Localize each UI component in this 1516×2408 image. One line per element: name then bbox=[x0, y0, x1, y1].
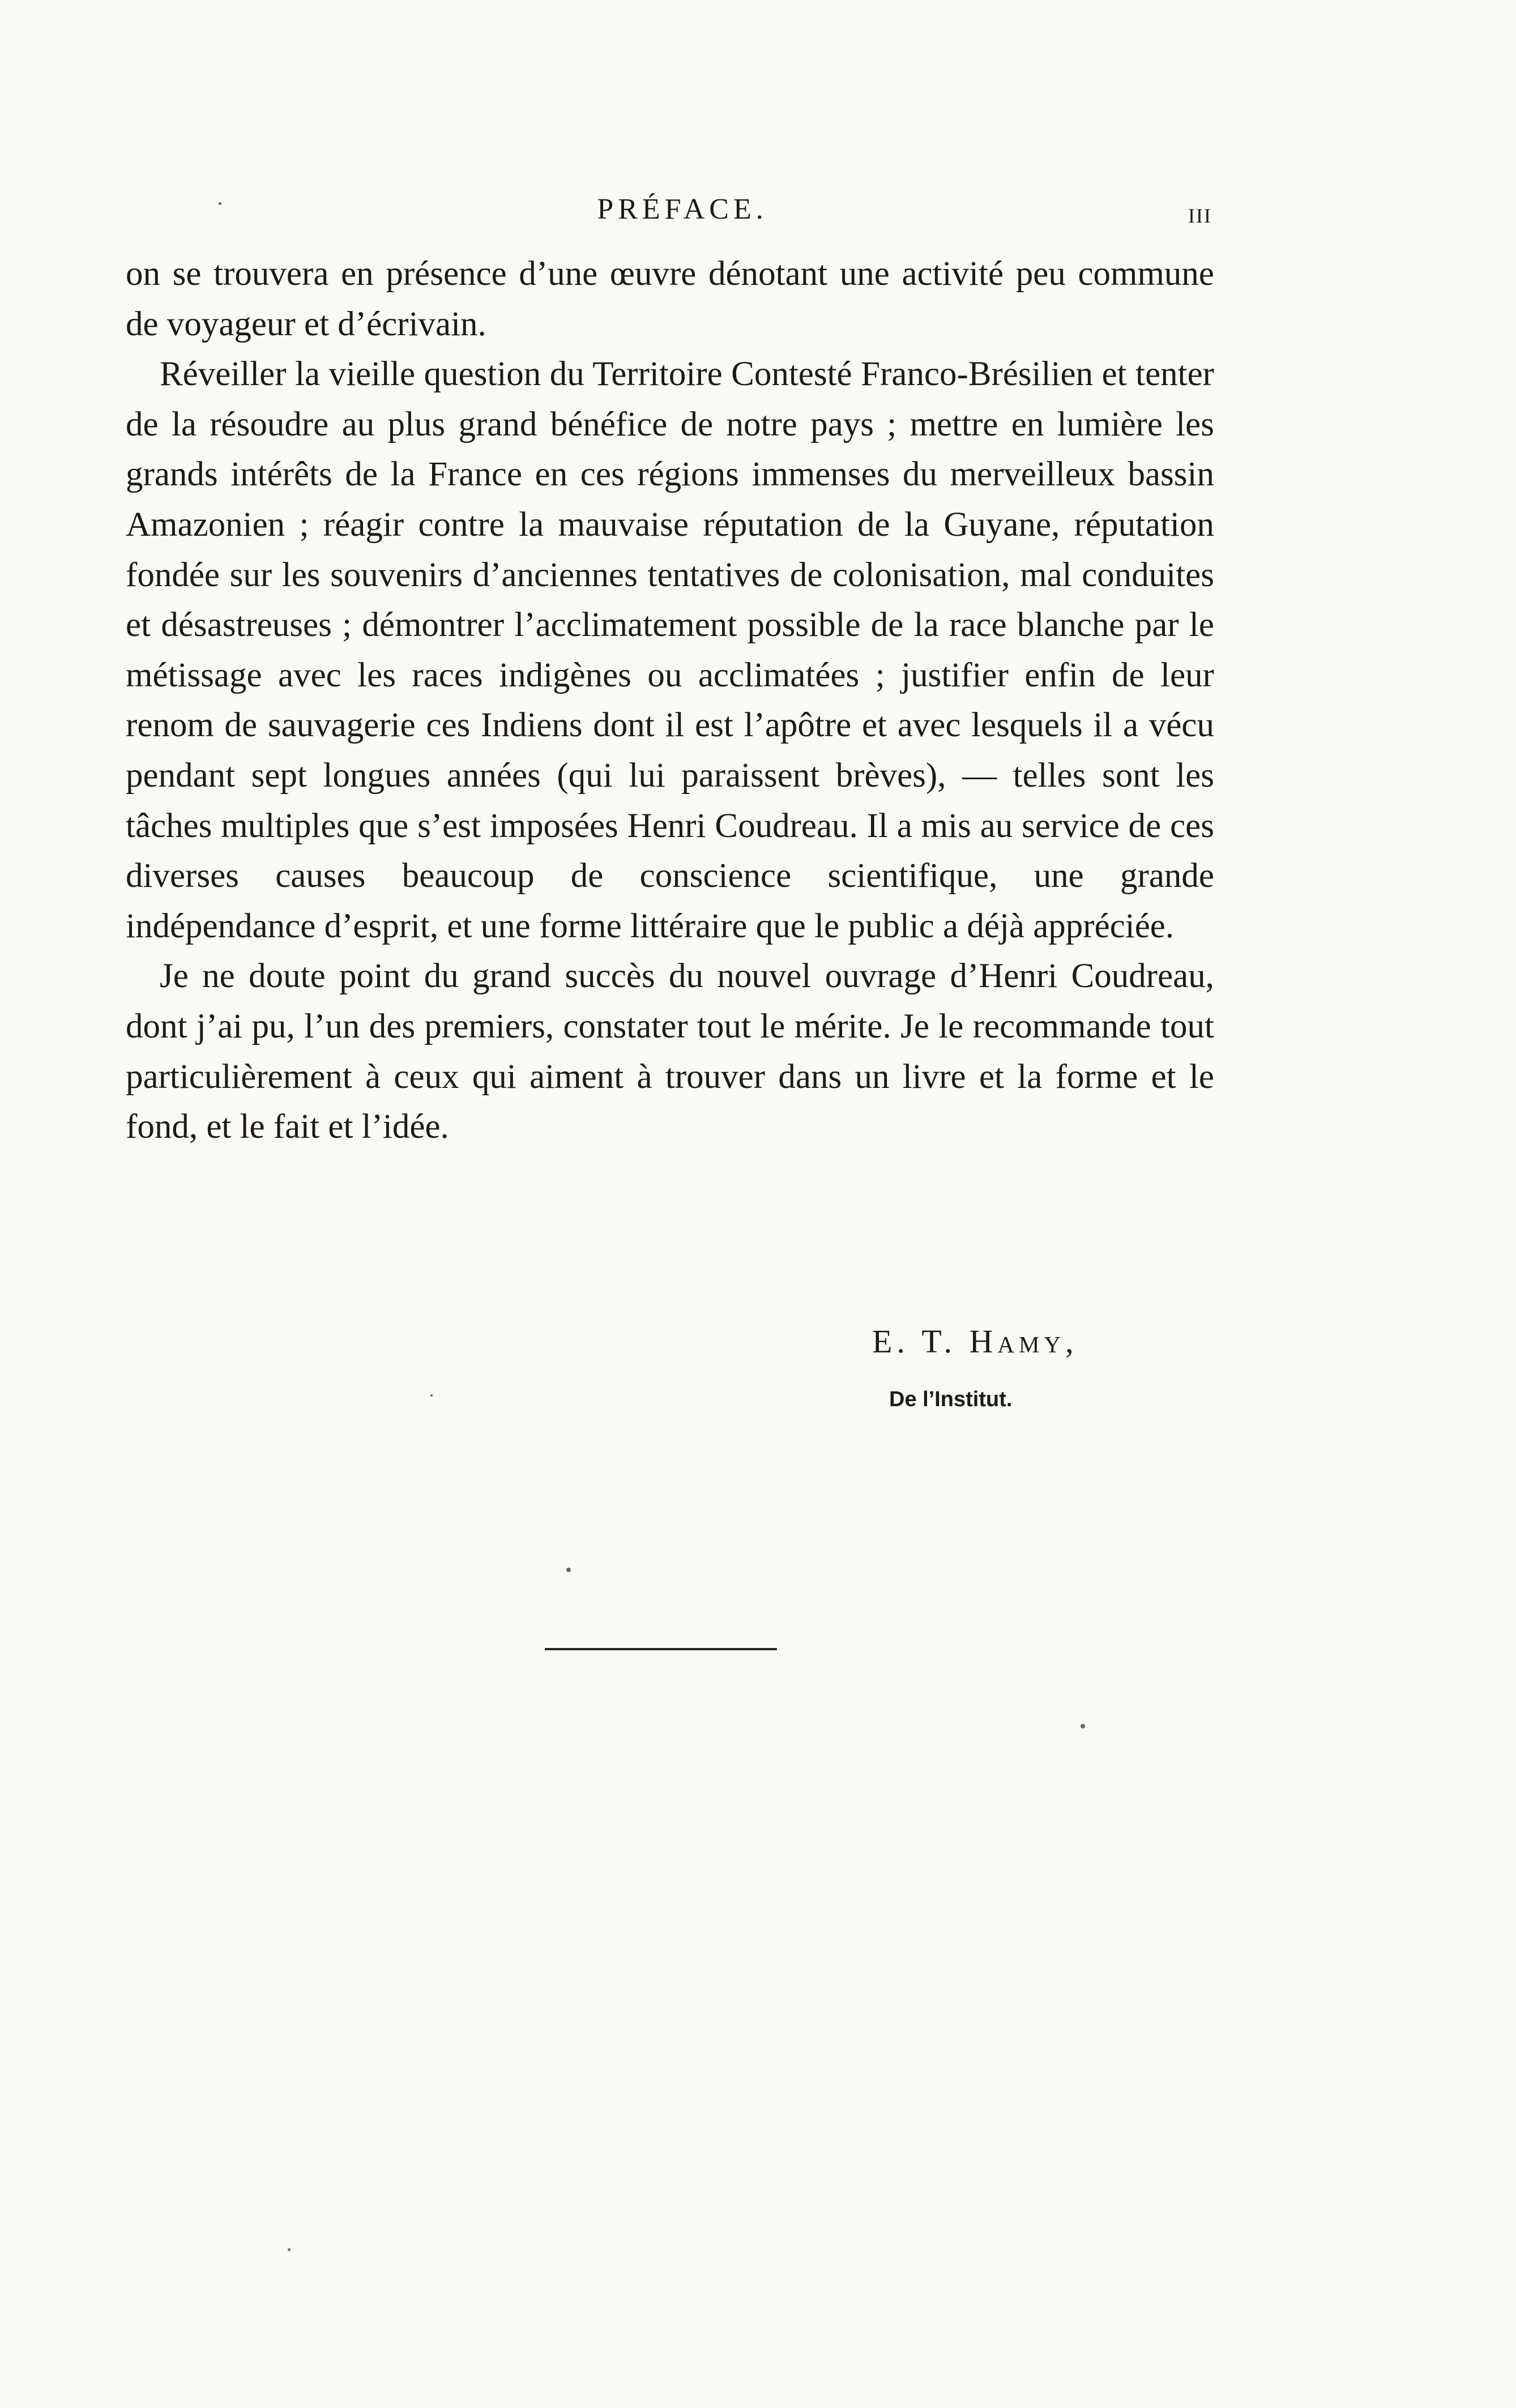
signature bbox=[872, 1322, 1099, 1360]
signature-initials: E. T. bbox=[872, 1323, 957, 1360]
paper-speck bbox=[566, 1568, 571, 1572]
paragraph-recommendation: Je ne doute point du grand succès du nouvel ouvrage d’Henri Coudreau, dont j’ai pu, l’un des premiers, constater tout le mérite. Je le recommande tout particulièrement à ceux qui aiment à trouver dans un livre et la forme et le fond, et le fait et l’idée. bbox=[126, 957, 1214, 1146]
paper-speck bbox=[219, 202, 221, 205]
body-text bbox=[126, 249, 1214, 1152]
signature-surname: Hamy, bbox=[969, 1323, 1078, 1360]
paper-speck bbox=[288, 2248, 291, 2251]
running-title: PRÉFACE. bbox=[597, 193, 768, 225]
paragraph-tasks: Réveiller la vieille question du Territoire Contesté Franco-Brésilien et tenter de la résoudre au plus grand bénéfice de notre pays ; mettre en lumière les grands intérêts de la France en ces régions immenses du merveilleux bassin Amazonien ; réagir contre la mauvaise réputation de la Guyane, réputation fondée sur les souvenirs d’anciennes tentatives de colonisation, mal conduites et désastreuses ; démontrer l’acclimatement possible de la race blanche par le métissage avec les races indigènes ou acclimatées ; justifier enfin de leur renom de sauvagerie ces Indiens dont il est l’apôtre et avec lesquels il a vécu pendant sept longues années (qui lui paraissent brèves), — telles sont les tâches multiples que s’est imposées Henri Coudreau. Il a mis au service de ces diverses causes beaucoup de conscience scientifique, une grande indépendance d’esprit, et une forme littéraire que le public a déjà appréciée. bbox=[126, 355, 1214, 945]
signature-affiliation: De l’Institut. bbox=[889, 1387, 1013, 1411]
end-rule bbox=[545, 1648, 777, 1650]
paragraph-continuation: on se trouvera en présence d’une œuvre dénotant une activité peu commune de voyageur et d’écrivain. bbox=[126, 255, 1214, 343]
running-head bbox=[125, 187, 1218, 238]
paper-speck bbox=[1081, 1724, 1085, 1728]
page-number: III bbox=[1188, 204, 1212, 227]
paper-speck bbox=[430, 1394, 433, 1397]
